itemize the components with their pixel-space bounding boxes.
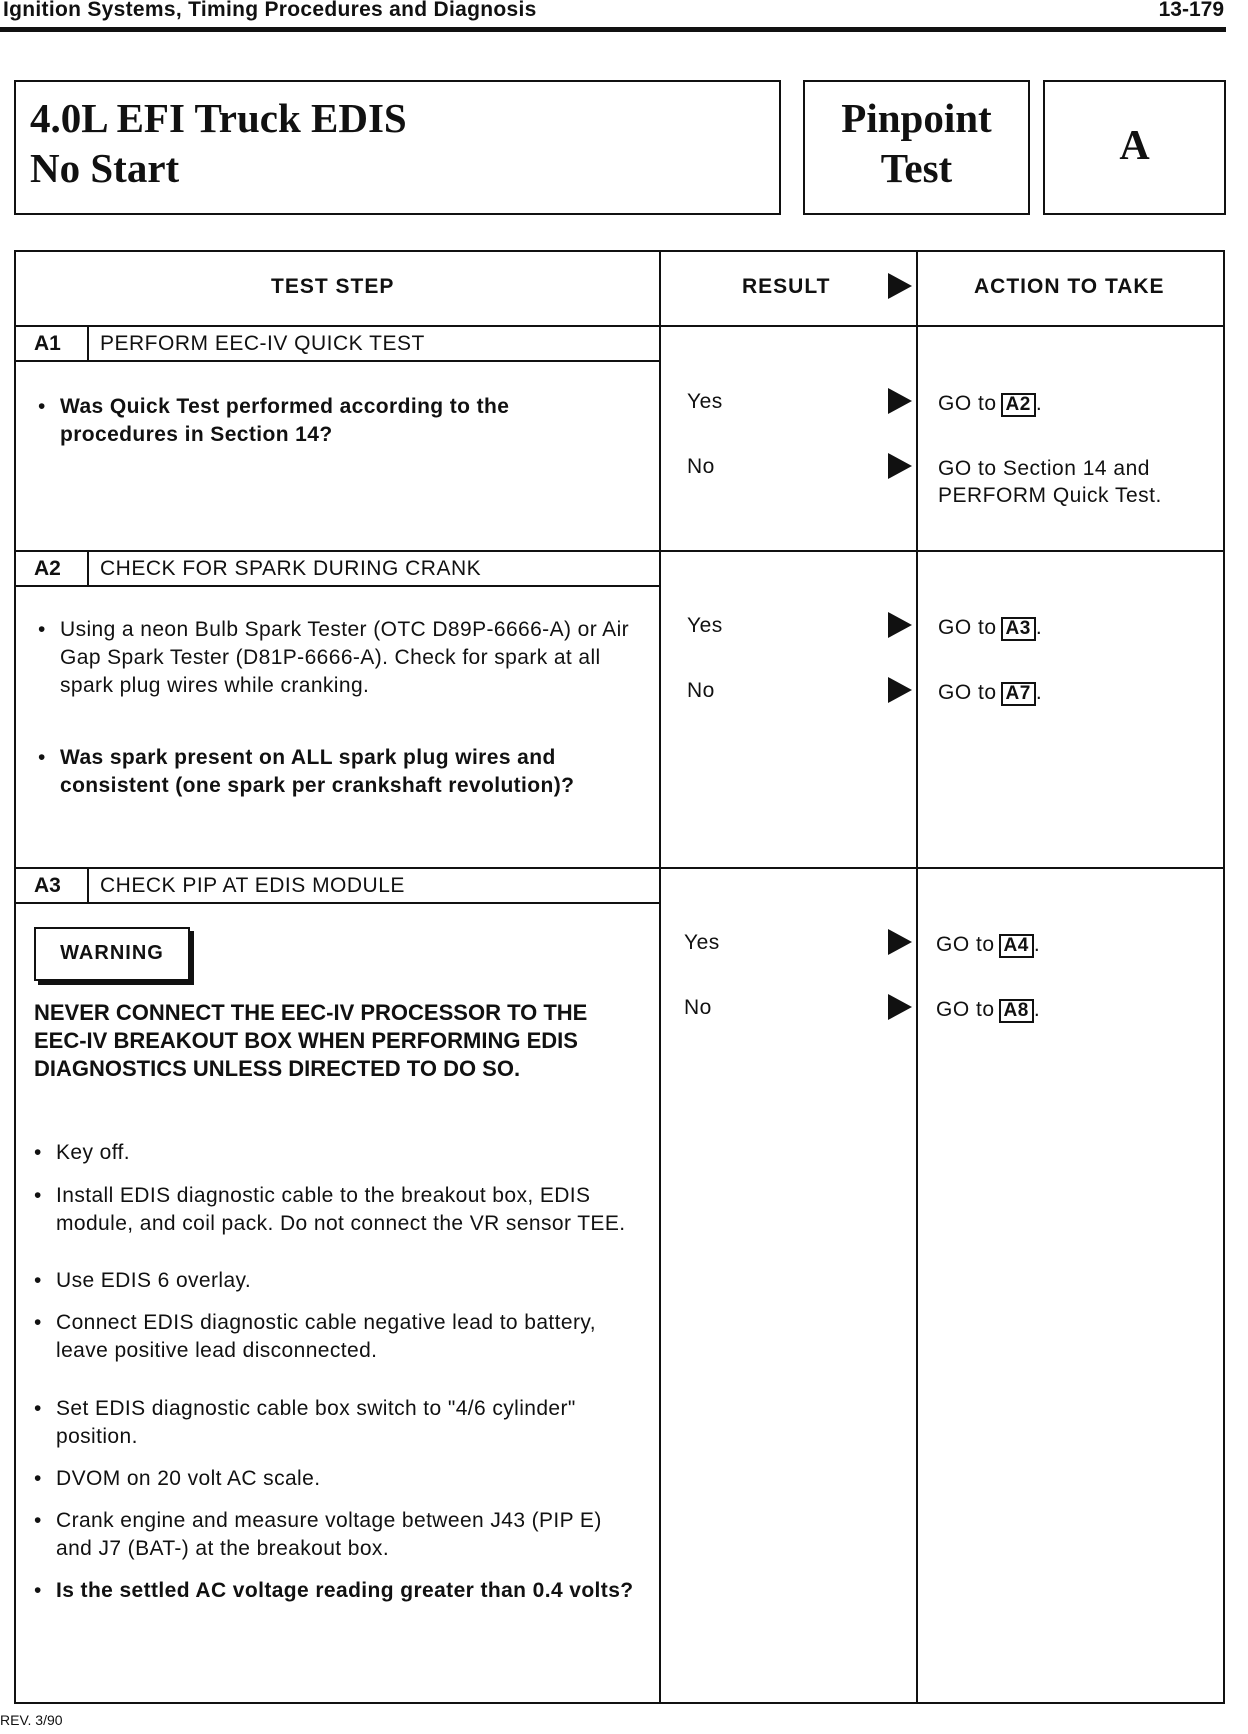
action-suffix: . <box>1035 681 1043 704</box>
result-arrow-icon <box>888 273 912 299</box>
result-yes: Yes <box>687 390 723 413</box>
result-no: No <box>687 679 715 702</box>
action-suffix: . <box>1033 998 1041 1021</box>
action-suffix: . <box>1035 392 1043 415</box>
section-title: Ignition Systems, Timing Procedures and Diagnosis <box>3 0 537 21</box>
action-prefix: GO to <box>938 681 997 704</box>
step-label: CHECK PIP AT EDIS MODULE <box>100 874 405 897</box>
page-number: 13-179 <box>1158 0 1224 21</box>
a2-label-underline <box>16 585 659 587</box>
warning-box <box>34 927 190 981</box>
warning-label: WARNING <box>60 942 164 964</box>
bullet-icon: • <box>34 1269 42 1292</box>
result-arrow-icon <box>888 677 912 703</box>
action-prefix: GO to <box>938 616 997 639</box>
action-text <box>936 996 1040 1023</box>
procedure-title-line2: No Start <box>30 145 180 191</box>
action-text <box>938 614 1042 641</box>
step-reference: A4 <box>999 934 1034 958</box>
pinpoint-line2: Test <box>880 145 953 191</box>
pinpoint-line1: Pinpoint <box>841 95 992 141</box>
bullet-icon: • <box>34 1311 42 1334</box>
column-header-test-step: TEST STEP <box>271 275 395 298</box>
column-divider-result <box>659 252 661 1704</box>
a2-id-divider <box>87 550 89 585</box>
bullet-icon: • <box>38 746 46 769</box>
test-letter: A <box>1119 123 1150 169</box>
warning-text: NEVER CONNECT THE EEC-IV PROCESSOR TO THE EEC-IV BREAKOUT BOX WHEN PERFORMING EDIS DIAGNOSTICS UNLESS DIRECTED TO DO SO. <box>34 1000 588 1081</box>
action-text <box>938 455 1162 509</box>
step-id: A3 <box>34 874 61 897</box>
action-suffix: . <box>1035 616 1043 639</box>
step-question: Was Quick Test performed according to the procedures in Section 14? <box>60 395 510 446</box>
action-line: GO to Section 14 and <box>938 457 1150 480</box>
step-reference: A8 <box>999 999 1034 1023</box>
bullet-icon: • <box>34 1141 42 1164</box>
header-rule <box>0 27 1226 32</box>
revision-footer: REV. 3/90 <box>0 1712 63 1728</box>
action-suffix: . <box>1033 933 1041 956</box>
bullet-icon: • <box>34 1467 42 1490</box>
bullet-icon: • <box>34 1184 42 1207</box>
page-header <box>0 0 1230 30</box>
step-reference: A7 <box>1001 682 1036 706</box>
pinpoint-test-box <box>803 80 1030 215</box>
step-divider <box>16 550 1223 552</box>
procedure-title-box <box>14 80 781 215</box>
result-arrow-icon <box>888 453 912 479</box>
result-arrow-icon <box>888 929 912 955</box>
a1-id-divider <box>87 325 89 360</box>
step-label: CHECK FOR SPARK DURING CRANK <box>100 557 482 580</box>
step-reference: A2 <box>1001 393 1036 417</box>
result-arrow-icon <box>888 994 912 1020</box>
step-instruction: Crank engine and measure voltage between J43 (PIP E) and J7 (BAT-) at the breakout box. <box>56 1509 602 1560</box>
column-header-action: ACTION TO TAKE <box>974 275 1165 298</box>
bullet-icon: • <box>34 1579 42 1602</box>
bullet-icon: • <box>34 1509 42 1532</box>
result-no: No <box>684 996 712 1019</box>
header-row-divider <box>16 325 1223 327</box>
step-instruction: Using a neon Bulb Spark Tester (OTC D89P-6666-A) or Air Gap Spark Tester (D81P-6666-A). Check for spark at all spark plug wires while cranking. <box>60 618 630 697</box>
bullet-icon: • <box>34 1397 42 1420</box>
bullet-icon: • <box>38 395 46 418</box>
action-line: PERFORM Quick Test. <box>938 484 1162 507</box>
step-divider <box>16 867 1223 869</box>
result-no: No <box>687 455 715 478</box>
step-question: Is the settled AC voltage reading greater than 0.4 volts? <box>56 1579 634 1602</box>
step-instruction: Set EDIS diagnostic cable box switch to "4/6 cylinder" position. <box>56 1397 576 1448</box>
a3-label-underline <box>16 902 659 904</box>
column-header-result: RESULT <box>742 275 831 298</box>
step-instruction: Install EDIS diagnostic cable to the breakout box, EDIS module, and coil pack. Do not connect the VR sensor TEE. <box>56 1184 626 1235</box>
pinpoint-table <box>14 250 1225 1704</box>
result-yes: Yes <box>687 614 723 637</box>
result-arrow-icon <box>888 388 912 414</box>
step-id: A1 <box>34 332 61 355</box>
bullet-icon: • <box>38 618 46 641</box>
procedure-title-line1: 4.0L EFI Truck EDIS <box>30 95 407 141</box>
step-instruction: DVOM on 20 volt AC scale. <box>56 1467 321 1490</box>
action-text <box>938 679 1042 706</box>
action-text <box>936 931 1040 958</box>
action-prefix: GO to <box>936 998 995 1021</box>
a1-label-underline <box>16 360 659 362</box>
step-label: PERFORM EEC-IV QUICK TEST <box>100 332 425 355</box>
a3-id-divider <box>87 867 89 902</box>
step-question: Was spark present on ALL spark plug wires and consistent (one spark per crankshaft revolution)? <box>60 746 575 797</box>
action-prefix: GO to <box>936 933 995 956</box>
test-letter-box <box>1043 80 1226 215</box>
action-text <box>938 390 1042 417</box>
action-prefix: GO to <box>938 392 997 415</box>
column-divider-action <box>916 252 918 1704</box>
result-arrow-icon <box>888 612 912 638</box>
step-instruction: Use EDIS 6 overlay. <box>56 1269 252 1292</box>
result-yes: Yes <box>684 931 720 954</box>
step-reference: A3 <box>1001 617 1036 641</box>
step-instruction: Connect EDIS diagnostic cable negative lead to battery, leave positive lead disconnected. <box>56 1311 596 1362</box>
step-instruction: Key off. <box>56 1141 131 1164</box>
step-id: A2 <box>34 557 61 580</box>
